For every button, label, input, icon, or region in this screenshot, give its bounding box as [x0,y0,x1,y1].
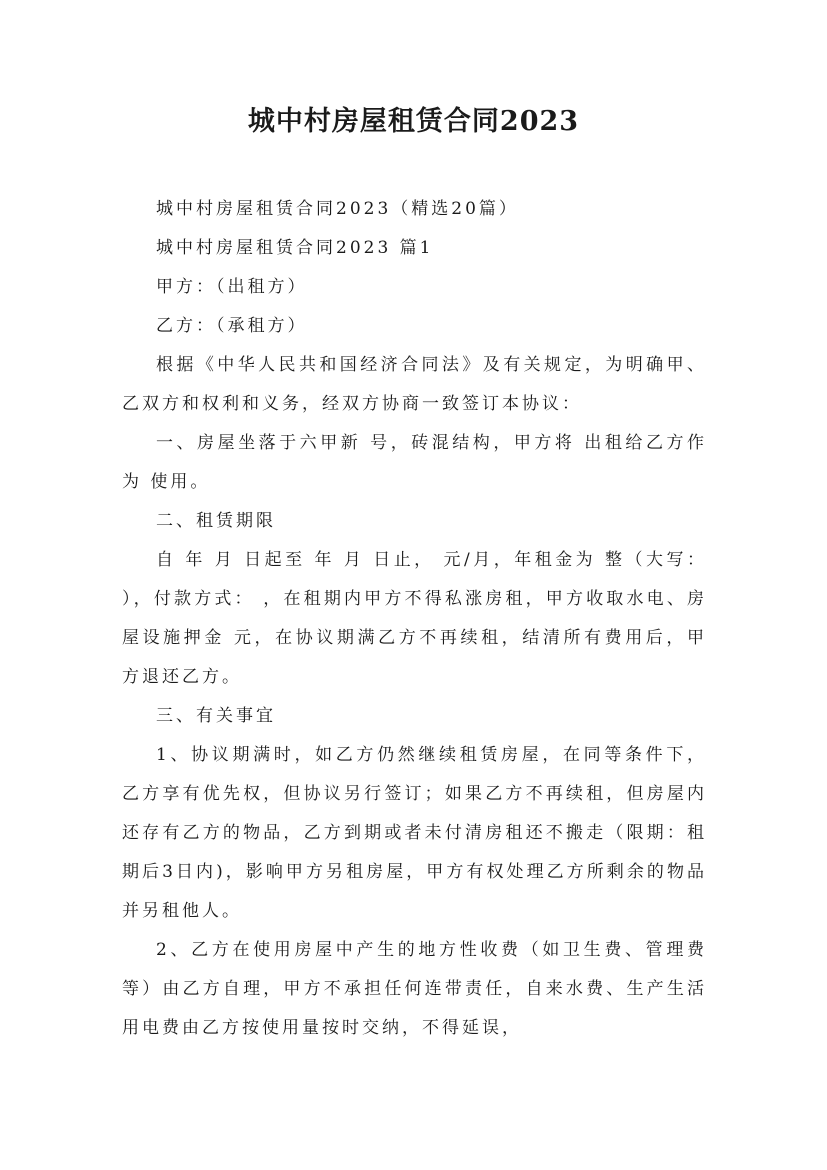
paragraph-party-b: 乙方：（承租方） [156,316,308,336]
paragraph-party-a: 甲方：（出租方） [156,277,308,297]
paragraph-matters-heading: 三、有关事宜 [156,706,276,726]
paragraph-section-heading: 城中村房屋租赁合同2023 篇1 [156,238,434,258]
paragraph-preamble: 根据《中华人民共和国经济合同法》及有关规定，为明确甲、乙双方和权利和义务，经双方协商一致签订本协议： [122,355,707,414]
paragraph-clause-1: 一、房屋坐落于六甲新 号，砖混结构，甲方将 出租给乙方作为 使用。 [122,433,707,492]
paragraph-matter-2: 2、乙方在使用房屋中产生的地方性收费（如卫生费、管理费等）由乙方自理，甲方不承担任何连带责任，自来水费、生产生活用电费由乙方按使用量按时交纳，不得延误， [122,940,707,1038]
paragraph-matter-1: 1、协议期满时，如乙方仍然继续租赁房屋，在同等条件下，乙方享有优先权，但协议另行签订；如果乙方不再续租，但房屋内还存有乙方的物品，乙方到期或者未付清房租还不搬走（限期：租期后3日内)，影响甲方另租房屋，甲方有权处理乙方所剩余的物品并另租他人。 [122,745,707,921]
paragraph-subtitle: 城中村房屋租赁合同2023（精选20篇） [156,199,519,219]
document-body [122,190,707,1048]
document-title: 城中村房屋租赁合同2023 [247,106,580,137]
paragraph-lease-term-heading: 二、租赁期限 [156,511,276,531]
paragraph-lease-term: 自 年 月 日起至 年 月 日止， 元/月，年租金为 整（大写： ），付款方式： ，在租期内甲方不得私涨房租，甲方收取水电、房屋设施押金 元，在协议期满乙方不再续租，结清所有费用后，甲方退还乙方。 [122,550,707,687]
